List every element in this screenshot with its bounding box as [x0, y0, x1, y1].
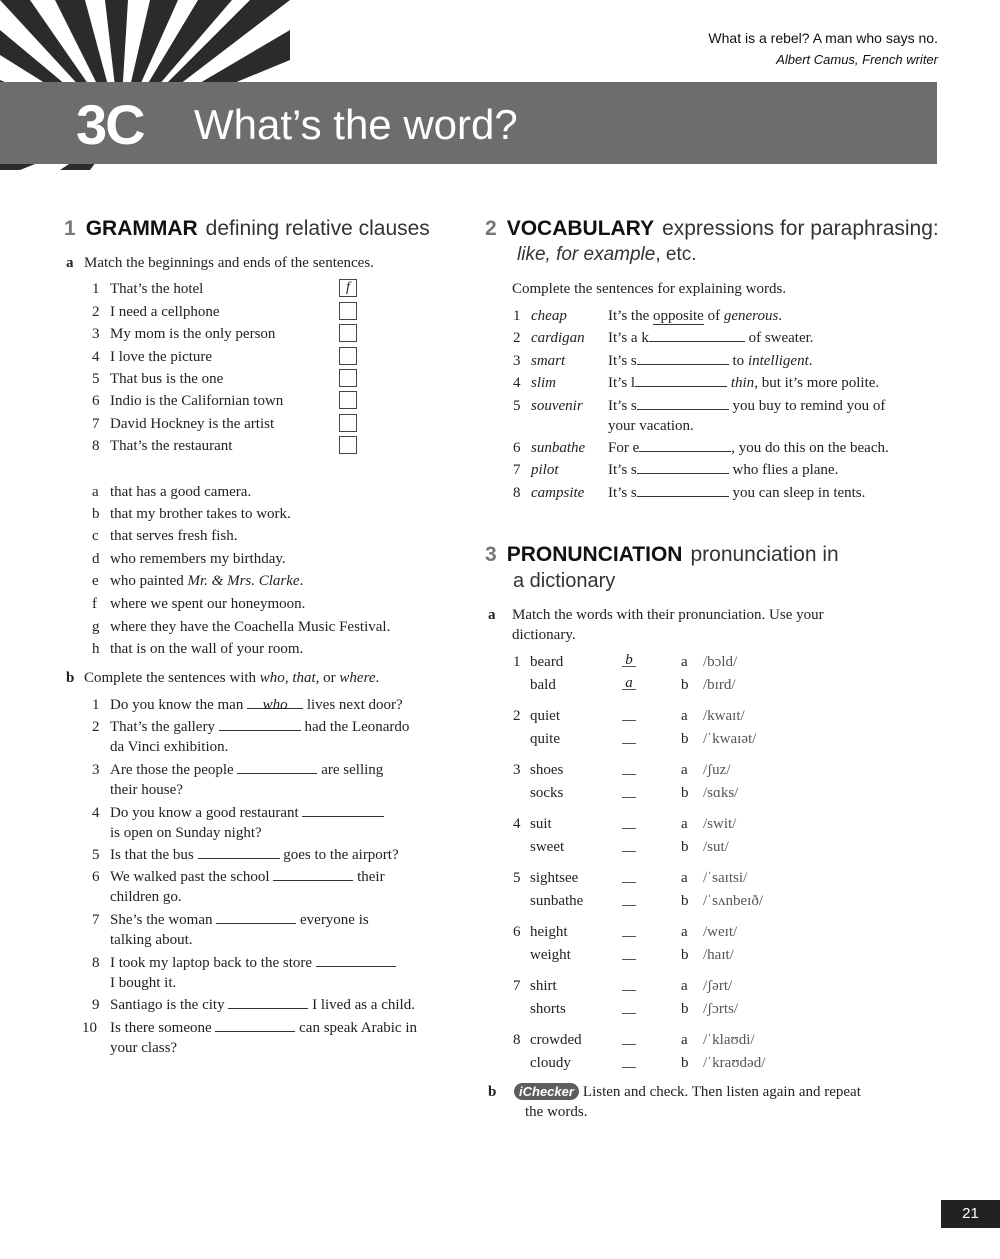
word: socks — [530, 785, 564, 801]
list-item: 2 I need a cellphone — [92, 304, 220, 320]
answer-blank[interactable] — [622, 977, 636, 991]
quote-author: Albert Camus, French writer — [776, 52, 938, 67]
option-letter: b — [681, 1055, 689, 1071]
option-letter: a — [681, 1032, 688, 1048]
answer-blank[interactable] — [639, 438, 731, 452]
list-item-cont: your vacation. — [608, 418, 694, 434]
unit-title: What’s the word? — [194, 101, 518, 148]
list-item: 7 She’s the woman everyone is — [92, 912, 369, 928]
section-number: 3 — [485, 543, 497, 566]
list-item: 3 My mom is the only person — [92, 326, 276, 342]
answer-blank[interactable] — [637, 460, 729, 474]
section-name: VOCABULARY — [506, 217, 655, 240]
list-item: b that my brother takes to work. — [92, 506, 291, 522]
group-number: 7 — [513, 978, 521, 994]
list-item: 1 Do you know the man who lives next door? — [92, 697, 403, 713]
group-number: 2 — [513, 708, 521, 724]
answer-blank[interactable]: a — [622, 676, 636, 690]
option-letter: a — [681, 708, 688, 724]
answer-blank[interactable] — [635, 373, 727, 387]
vocabulary-subtitle-2: like, for example, etc. — [517, 244, 697, 265]
word: quiet — [530, 708, 560, 724]
vocabulary-instruction: Complete the sentences for explaining words. — [512, 281, 787, 297]
pronunciation-a-instruction-cont: dictionary. — [512, 627, 576, 643]
answer-blank[interactable] — [622, 838, 636, 852]
word: sweet — [530, 839, 565, 855]
list-item: e who painted Mr. & Mrs. Clarke. — [92, 573, 304, 589]
word: sightsee — [530, 870, 579, 886]
pronunciation-subtitle-2: a dictionary — [513, 570, 616, 592]
phonetic-transcription: /ˈkraʊdəd/ — [703, 1055, 766, 1071]
phonetic-transcription: /weɪt/ — [703, 924, 738, 940]
list-item: 5 souvenir It’s s you buy to remind you of — [513, 398, 886, 414]
group-number: 1 — [513, 654, 521, 670]
answer-box[interactable] — [339, 391, 357, 409]
list-item: 1 cheap It’s the opposite of generous. — [513, 308, 783, 324]
phonetic-transcription: /ˈsʌnbeɪð/ — [703, 893, 763, 909]
answer-box[interactable] — [339, 324, 357, 342]
option-letter: a — [681, 924, 688, 940]
list-item-cont: children go. — [110, 889, 182, 905]
answer-blank[interactable] — [637, 351, 729, 365]
list-item: 5 That bus is the one — [92, 371, 224, 387]
list-item: 8 campsite It’s s you can sleep in tents. — [513, 485, 866, 501]
answer-blank[interactable] — [198, 845, 280, 859]
answer-box[interactable] — [339, 436, 357, 454]
option-letter: a — [681, 870, 688, 886]
word: cloudy — [530, 1055, 571, 1071]
list-item: 8 I took my laptop back to the store — [92, 953, 396, 973]
answer-blank[interactable] — [622, 869, 636, 883]
grammar-a-instruction: a Match the beginnings and ends of the sentences. — [66, 255, 374, 271]
phonetic-transcription: /bɪrd/ — [703, 677, 736, 693]
unit-code: 3C — [76, 93, 144, 156]
answer-blank[interactable] — [622, 815, 636, 829]
section-subtitle: defining relative clauses — [205, 217, 430, 240]
list-item: 9 Santiago is the city I lived as a child. — [92, 997, 415, 1013]
answer-blank[interactable]: who — [247, 695, 303, 709]
option-letter: a — [681, 816, 688, 832]
option-letter: a — [681, 978, 688, 994]
section-name: GRAMMAR — [85, 217, 198, 240]
list-item: 6 sunbathe For e , you do this on the beach. — [513, 440, 889, 456]
grammar-b-instruction: b Complete the sentences with who, that, or where. — [66, 670, 380, 686]
option-letter: b — [681, 947, 689, 963]
vocabulary-heading — [485, 216, 939, 242]
answer-blank[interactable] — [215, 1018, 295, 1032]
list-item: a that has a good camera. — [92, 484, 252, 500]
answer-blank[interactable] — [273, 867, 353, 881]
pronunciation-heading — [485, 542, 839, 568]
list-item-cont: is open on Sunday night? — [110, 825, 262, 841]
list-item-cont: da Vinci exhibition. — [110, 739, 229, 755]
answer-blank[interactable] — [637, 483, 729, 497]
option-letter: a — [681, 654, 688, 670]
word: beard — [530, 654, 564, 670]
list-item-cont: talking about. — [110, 932, 193, 948]
phonetic-transcription: /ˈklaʊdi/ — [703, 1032, 755, 1048]
phonetic-transcription: /ʃuz/ — [703, 762, 731, 778]
option-letter: b — [681, 785, 689, 801]
answer-blank[interactable] — [316, 953, 396, 967]
answer-blank[interactable] — [219, 717, 301, 731]
answer-blank[interactable] — [622, 946, 636, 960]
list-item: 8 That’s the restaurant — [92, 438, 233, 454]
word: shoes — [530, 762, 564, 778]
group-number: 5 — [513, 870, 521, 886]
answer-box[interactable] — [339, 302, 357, 320]
section-number: 2 — [485, 217, 497, 240]
grammar-heading — [64, 216, 430, 242]
list-item: 7 David Hockney is the artist — [92, 416, 275, 432]
list-item: f where we spent our honeymoon. — [92, 596, 306, 612]
list-item: d who remembers my birthday. — [92, 551, 286, 567]
word: bald — [530, 677, 556, 693]
section-subtitle: pronunciation in — [690, 543, 839, 566]
group-number: 3 — [513, 762, 521, 778]
section-subtitle: expressions for paraphrasing: — [662, 217, 939, 240]
list-item: 2 cardigan It’s a k of sweater. — [513, 330, 814, 346]
word: quite — [530, 731, 560, 747]
list-item: h that is on the wall of your room. — [92, 641, 304, 657]
list-item: 7 pilot It’s s who flies a plane. — [513, 462, 839, 478]
answer-box[interactable]: f — [339, 279, 357, 297]
list-item: 4 Do you know a good restaurant — [92, 803, 384, 823]
option-letter: b — [681, 1001, 689, 1017]
answer-blank[interactable] — [622, 761, 636, 775]
phonetic-transcription: /sut/ — [703, 839, 729, 855]
ichecker-badge[interactable]: iChecker — [514, 1083, 579, 1100]
page-number: 21 — [941, 1200, 1000, 1228]
option-letter: b — [681, 677, 689, 693]
answer-blank[interactable] — [622, 784, 636, 798]
pronunciation-b-instruction: b iChecker Listen and check. Then listen again and repeat — [488, 1084, 861, 1100]
option-letter: b — [681, 731, 689, 747]
word: suit — [530, 816, 552, 832]
phonetic-transcription: /ʃərt/ — [703, 978, 733, 994]
answer-blank[interactable] — [302, 803, 384, 817]
option-letter: a — [681, 762, 688, 778]
list-item: 4 slim It’s l thin, but it’s more polite. — [513, 375, 880, 391]
option-letter: b — [681, 893, 689, 909]
answer-blank[interactable] — [622, 923, 636, 937]
list-item: 3 smart It’s s to intelligent. — [513, 353, 813, 369]
list-item: 6 We walked past the school their — [92, 869, 385, 885]
phonetic-transcription: /haɪt/ — [703, 947, 734, 963]
answer-blank[interactable] — [622, 1031, 636, 1045]
pronunciation-b-instruction-cont: the words. — [525, 1104, 588, 1120]
list-item: c that serves fresh fish. — [92, 528, 238, 544]
phonetic-transcription: /bɔld/ — [703, 654, 738, 670]
list-item: 4 I love the picture — [92, 349, 213, 365]
list-item: 10 Is there someone can speak Arabic in — [82, 1020, 418, 1036]
word: shorts — [530, 1001, 566, 1017]
list-item: g where they have the Coachella Music Festival. — [92, 619, 391, 635]
list-item: 2 That’s the gallery had the Leonardo — [92, 719, 410, 735]
phonetic-transcription: /sɑks/ — [703, 785, 739, 801]
pronunciation-a-instruction: a Match the words with their pronunciation. Use your — [488, 607, 824, 623]
list-item: 6 Indio is the Californian town — [92, 393, 284, 409]
list-item: 3 Are those the people are selling — [92, 762, 384, 778]
list-item-cont: I bought it. — [110, 975, 177, 991]
answer-blank[interactable] — [622, 1054, 636, 1068]
word: sunbathe — [530, 893, 584, 909]
phonetic-transcription: /ˈkwaɪət/ — [703, 731, 757, 747]
answer-blank[interactable] — [216, 910, 296, 924]
list-item: 5 Is that the bus goes to the airport? — [92, 847, 399, 863]
answer-blank[interactable] — [649, 328, 745, 342]
answer-blank[interactable] — [228, 995, 308, 1009]
phonetic-transcription: /kwaɪt/ — [703, 708, 745, 724]
word: shirt — [530, 978, 557, 994]
option-letter: b — [681, 839, 689, 855]
answer-box[interactable] — [339, 347, 357, 365]
word: weight — [530, 947, 571, 963]
answer-box[interactable] — [339, 414, 357, 432]
group-number: 4 — [513, 816, 521, 832]
phonetic-transcription: /swit/ — [703, 816, 737, 832]
quote: What is a rebel? A man who says no. — [708, 30, 938, 46]
group-number: 6 — [513, 924, 521, 940]
section-number: 1 — [64, 217, 76, 240]
answer-blank[interactable] — [622, 707, 636, 721]
list-item: 1 That’s the hotel — [92, 281, 204, 297]
word: height — [530, 924, 568, 940]
answer-box[interactable] — [339, 369, 357, 387]
answer-blank[interactable] — [622, 892, 636, 906]
section-name: PRONUNCIATION — [506, 543, 683, 566]
word: crowded — [530, 1032, 582, 1048]
list-item-cont: your class? — [110, 1040, 178, 1056]
phonetic-transcription: /ˈsaɪtsi/ — [703, 870, 748, 886]
answer-blank[interactable] — [622, 1000, 636, 1014]
group-number: 8 — [513, 1032, 521, 1048]
answer-blank[interactable] — [637, 396, 729, 410]
answer-blank[interactable] — [622, 730, 636, 744]
list-item-cont: their house? — [110, 782, 183, 798]
answer-blank[interactable]: b — [622, 653, 636, 667]
answer-blank[interactable] — [237, 760, 317, 774]
phonetic-transcription: /ʃɔrts/ — [703, 1001, 738, 1017]
